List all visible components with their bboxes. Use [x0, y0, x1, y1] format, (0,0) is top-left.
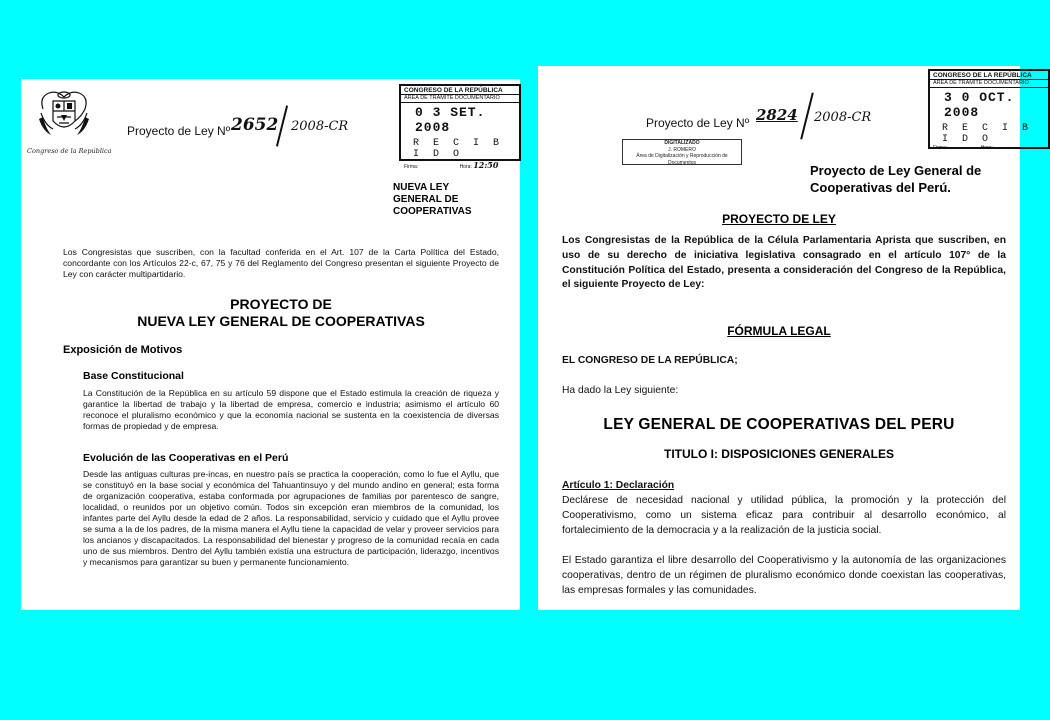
- stamp-hora: Hora:: [980, 145, 993, 151]
- stamp-line-1: CONGRESO DE LA REPÚBLICA: [930, 71, 1048, 80]
- coat-of-arms-icon: [35, 87, 93, 149]
- digitalized-stamp: [622, 139, 742, 165]
- heading-formula-legal: FÓRMULA LEGAL: [727, 324, 831, 338]
- section-title: Exposición de Motivos: [63, 344, 183, 356]
- main-heading: [63, 296, 499, 330]
- stamp-received: R E C I B I D O: [413, 138, 504, 160]
- document-page-right: [538, 66, 1033, 610]
- subsection-title-1: Base Constitucional: [83, 370, 184, 382]
- ha-dado-line: Ha dado la Ley siguiente:: [562, 385, 679, 396]
- stamp-firma: Firma:: [933, 145, 948, 151]
- bill-number: 2652: [231, 115, 279, 135]
- digitalized-area: Área de Digitalización y Reproducción de Documentos: [636, 153, 728, 166]
- digitalized-title: DIGITALIZADO: [664, 140, 700, 146]
- bill-label: Proyecto de Ley Nº: [127, 124, 231, 138]
- paragraph-evolucion: Desde las antiguas culturas pre-incas, en nuestro país se practica la cooperación, como lo fue el Ayllu, que se constituyó en la base social y económica del Tahuantinsuyo y del mundo andino en general; esta forma de organización cooperativa, estaba conformada por agrupaciones de familias por parentesco de sangre, localidad, o reunidos por un objetivo común. Todos sin excepción eran miembros de la comunidad, los infantes parte del Ayllu desde la edad de 2 años. La responsabilidad, servicio y cuidado que el Ayllu provee se suma a la de los padres, de la misma manera el Ayllu tiene la capacidad de velar y proveer servicios para los ancianos y discapacitados. La responsabilidad del bienestar y progreso de la comunidad recaía en cada uno de sus miembros. Dentro del Ayllu también existía una estructura de participación, liderazgo, incentivos y mecanismos para garantizar su buen y permanente funcionamiento.: [83, 469, 499, 567]
- stamp-hora: Hora:: [459, 164, 472, 170]
- stamp-footer: [930, 145, 1048, 151]
- bill-suffix: 2008-CR: [814, 110, 872, 125]
- titulo-heading: TITULO I: DISPOSICIONES GENERALES: [663, 447, 895, 461]
- heading-proyecto-de-ley: PROYECTO DE LEY: [722, 212, 836, 226]
- top-title-line: Cooperativas del Perú.: [810, 180, 951, 195]
- stamp-line-2: ÁREA DE TRÁMITE DOCUMENTARIO: [930, 80, 1048, 88]
- bill-slash: [800, 92, 814, 139]
- stamp-date: 0 3 SET. 2008: [415, 105, 486, 135]
- top-title: [810, 162, 1010, 196]
- stamp-received: R E C I B I D O: [942, 123, 1033, 145]
- congreso-line: EL CONGRESO DE LA REPÚBLICA;: [562, 355, 738, 366]
- paragraph-base-constitucional: La Constitución de la República en su artículo 59 dispone que el Estado estimula la creación de riqueza y garantice la libertad de trabajo y la libertad de empresa, comercio e industria; asimismo el artículo 60 reconoce el pluralismo económico y que la economía nacional se sustenta en la coexistencia de diversas formas de propiedad y de empresa.: [83, 388, 499, 431]
- intro-paragraph: Los Congresistas que suscriben, con la facultad conferida en el Art. 107 de la Carta Política del Estado, concordante con los Artículos 22-c, 67, 75 y 76 del Reglamento del Congreso presentan el siguiente Proyecto de Ley con carácter multipartidario.: [63, 247, 499, 279]
- intro-paragraph: Los Congresistas de la República de la Célula Parlamentaria Aprista que suscriben, en uso de su derecho de iniciativa legislativa consagrado en el artículo 107° de la Constitución Política del Estado, presenta a consideración del Congreso de la República, el siguiente Proyecto de Ley:: [562, 235, 1006, 291]
- bill-number: 2824: [756, 106, 798, 124]
- main-heading-line-2: NUEVA LEY GENERAL DE COOPERATIVAS: [137, 313, 425, 329]
- seal-caption: Congreso de la República: [27, 147, 112, 155]
- top-title-line: NUEVA LEY: [393, 182, 450, 193]
- stamp-line-2: ÁREA DE TRÁMITE DOCUMENTARIO: [401, 95, 519, 103]
- subsection-title-2: Evolución de las Cooperativas en el Perú: [83, 452, 289, 464]
- top-title-line: Proyecto de Ley General de: [810, 163, 982, 178]
- stamp-line-1: CONGRESO DE LA REPÚBLICA: [401, 86, 519, 95]
- stamp-firma: Firma:: [404, 164, 419, 170]
- law-title: LEY GENERAL DE COOPERATIVAS DEL PERU: [603, 416, 955, 433]
- top-title-line: GENERAL DE: [393, 194, 459, 205]
- reception-stamp: [399, 84, 521, 170]
- top-title: [393, 182, 513, 218]
- reception-stamp: [928, 69, 1050, 149]
- bill-label: Proyecto de Ley Nº: [646, 116, 750, 130]
- bill-suffix: 2008-CR: [291, 119, 349, 134]
- document-page-left: [21, 79, 520, 610]
- stamp-date: 3 0 OCT. 2008: [944, 90, 1015, 120]
- article-heading: Artículo 1: Declaración: [562, 480, 675, 491]
- guarantee-paragraph: El Estado garantiza el libre desarrollo del Cooperativismo y la autonomía de las organizaciones cooperativas, dentro de un régimen de pluralismo económico donde coexistan las cooperativas, las empresas formales y las comunidades.: [562, 555, 1006, 596]
- digitalized-name: J. ROMERO: [668, 146, 696, 153]
- stamp-hora-value: 12:50: [473, 160, 499, 170]
- main-heading-line-1: PROYECTO DE: [230, 296, 332, 312]
- stamp-footer: [401, 160, 519, 170]
- article-paragraph: Declárese de necesidad nacional y utilidad pública, la promoción y la protección del Cooperativismo, como un sistema eficaz para contribuir al desarrollo económico, al fortalecimiento de la democracia y a la realización de la justicia social.: [562, 495, 1006, 536]
- top-title-line: COOPERATIVAS: [393, 206, 472, 217]
